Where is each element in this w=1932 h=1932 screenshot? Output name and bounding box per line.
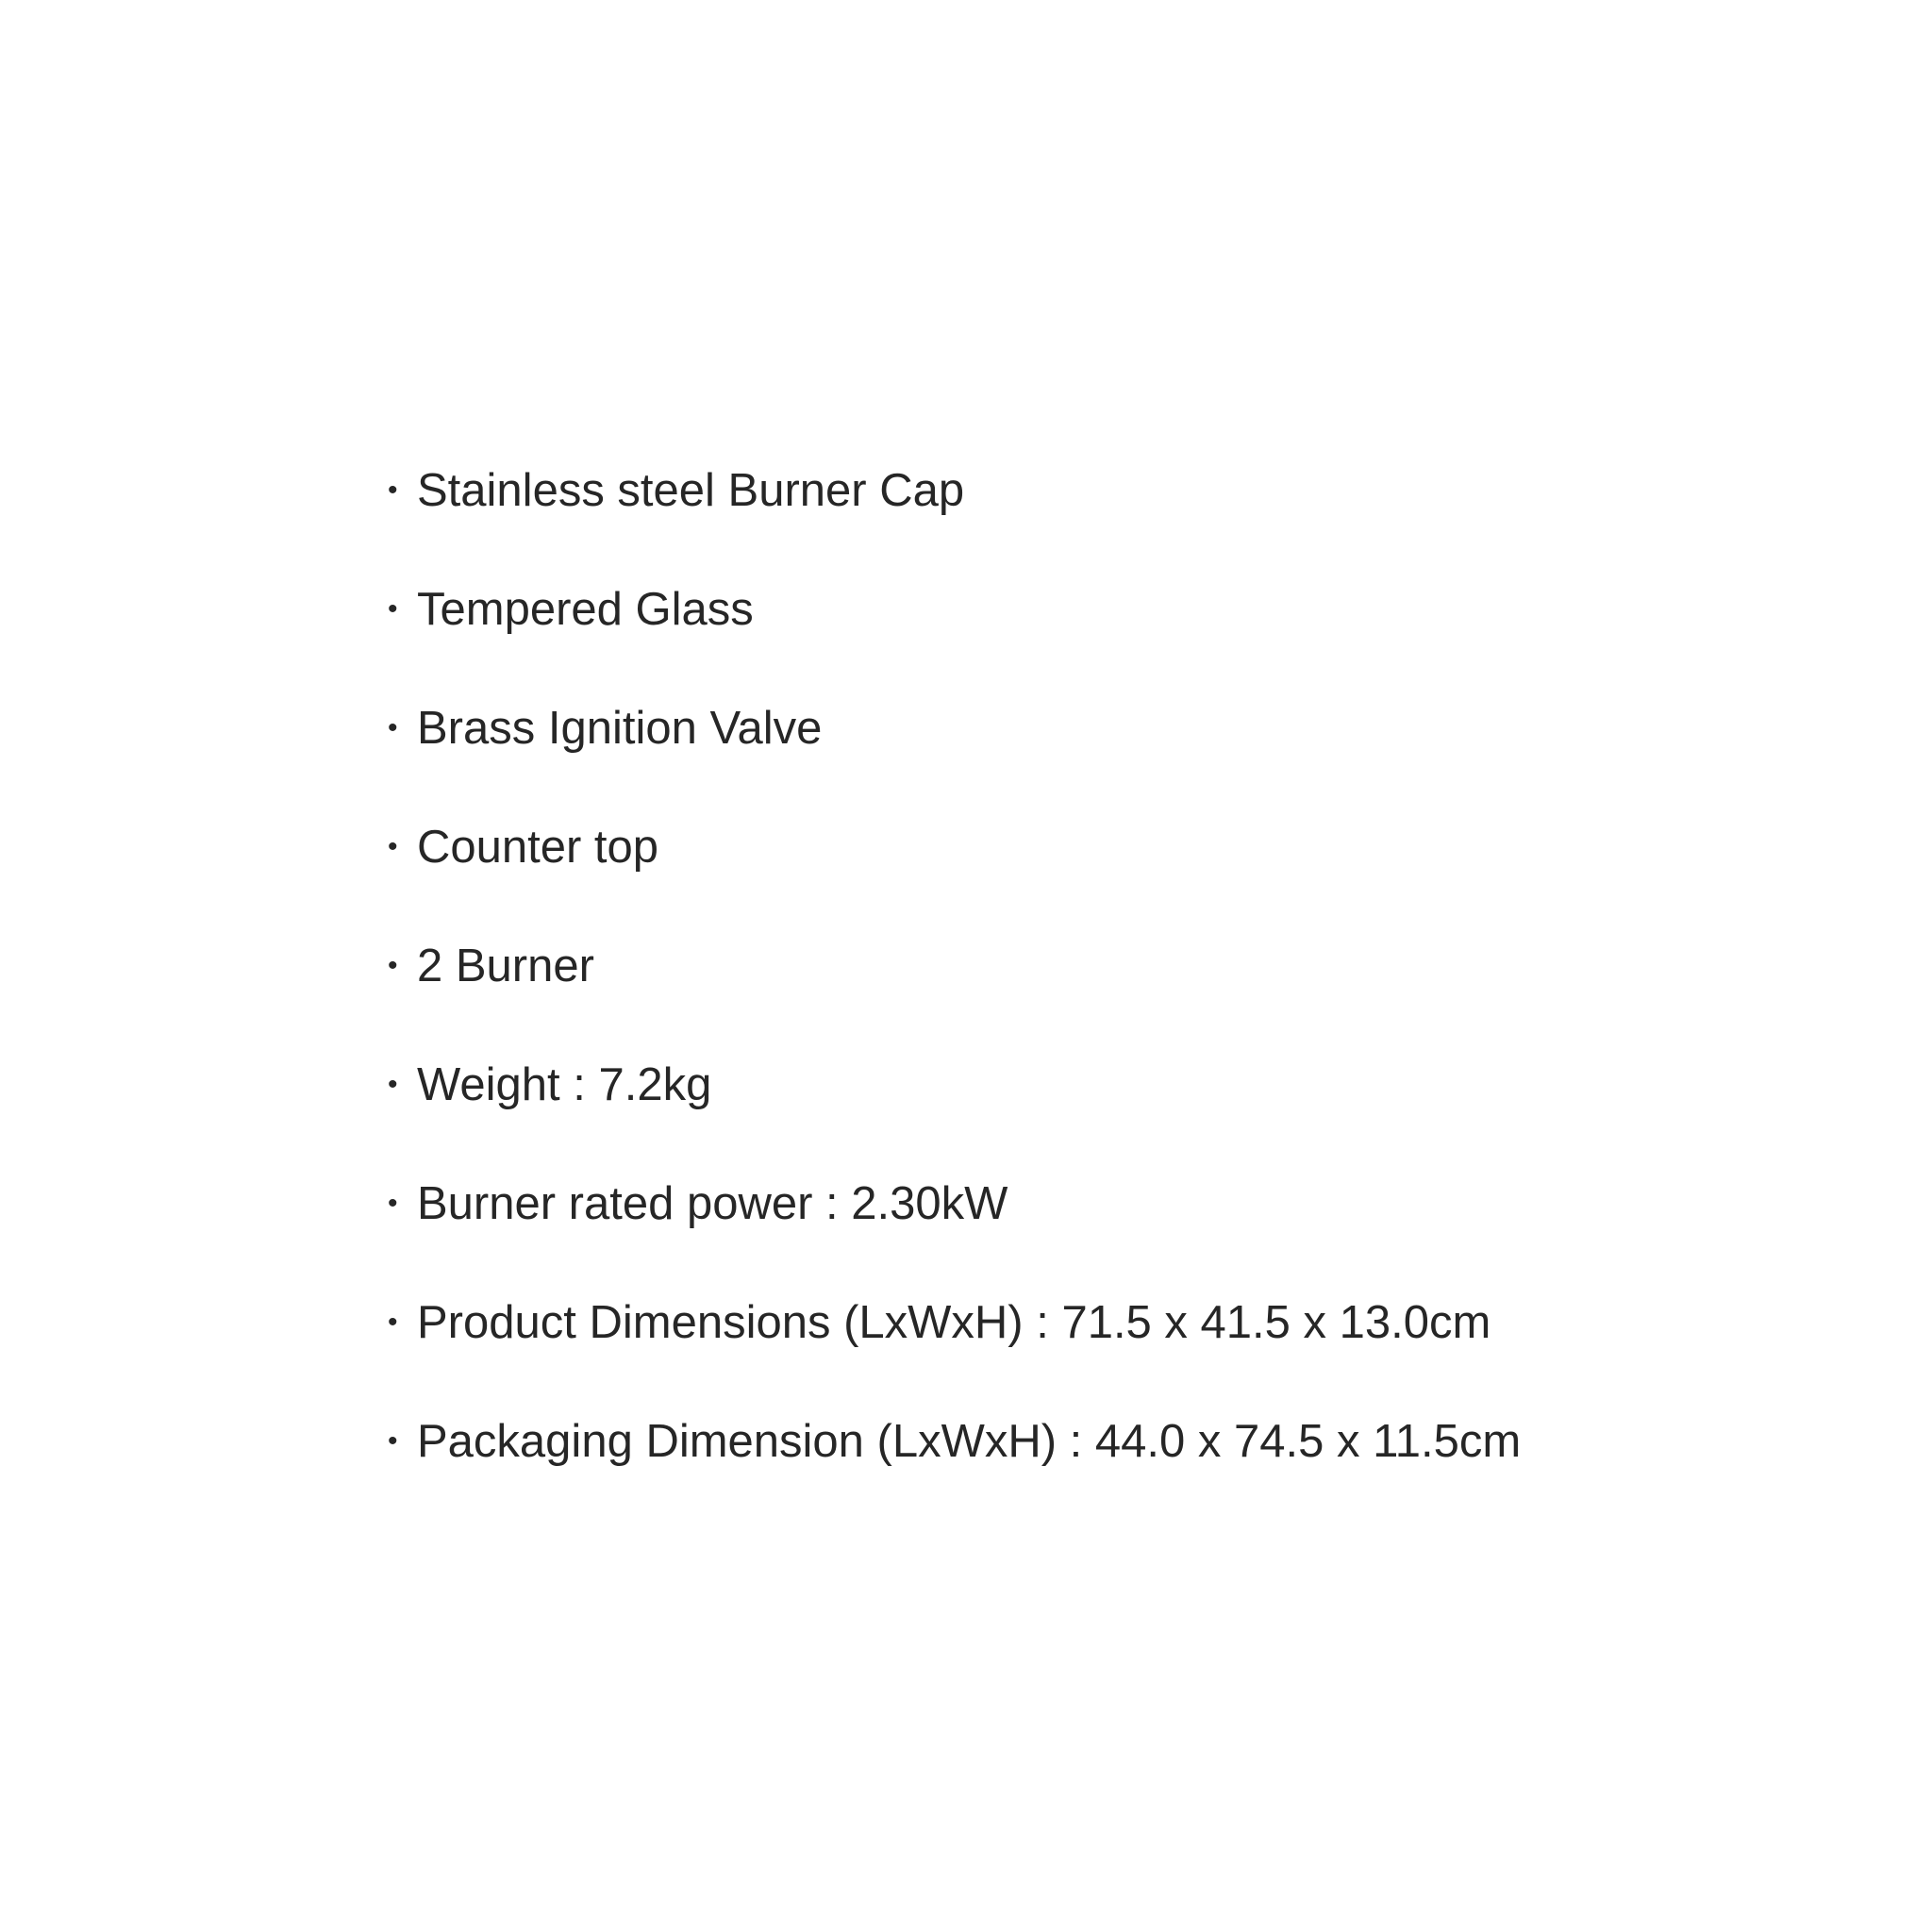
- spec-text: Stainless steel Burner Cap: [417, 465, 965, 516]
- bullet-icon: •: [388, 1307, 398, 1338]
- bullet-icon: •: [388, 1069, 398, 1100]
- spec-text: Packaging Dimension (LxWxH) : 44.0 x 74.5 x 11.5cm: [417, 1416, 1522, 1467]
- spec-item-packaging-dimension: [388, 1413, 1521, 1532]
- spec-text: Counter top: [417, 822, 659, 873]
- spec-text: Tempered Glass: [417, 584, 754, 635]
- bullet-icon: •: [388, 712, 398, 743]
- spec-text: Product Dimensions (LxWxH) : 71.5 x 41.5 x 13.0cm: [417, 1297, 1491, 1348]
- spec-item-burner-count: [388, 938, 1521, 1057]
- bullet-icon: •: [388, 1425, 398, 1457]
- spec-item-rated-power: [388, 1175, 1521, 1294]
- spec-text: 2 Burner: [417, 941, 594, 991]
- bullet-icon: •: [388, 1188, 398, 1219]
- spec-item-tempered-glass: [388, 581, 1521, 700]
- spec-text: Weight : 7.2kg: [417, 1059, 712, 1110]
- spec-item-ignition-valve: [388, 700, 1521, 819]
- spec-text: Burner rated power : 2.30kW: [417, 1178, 1008, 1229]
- spec-item-counter-top: [388, 819, 1521, 938]
- bullet-icon: •: [388, 831, 398, 862]
- spec-list: [388, 462, 1521, 1532]
- spec-item-product-dimensions: [388, 1294, 1521, 1413]
- bullet-icon: •: [388, 593, 398, 625]
- spec-item-weight: [388, 1057, 1521, 1175]
- spec-text: Brass Ignition Valve: [417, 703, 823, 754]
- bullet-icon: •: [388, 475, 398, 506]
- spec-item-burner-cap: [388, 462, 1521, 581]
- bullet-icon: •: [388, 950, 398, 981]
